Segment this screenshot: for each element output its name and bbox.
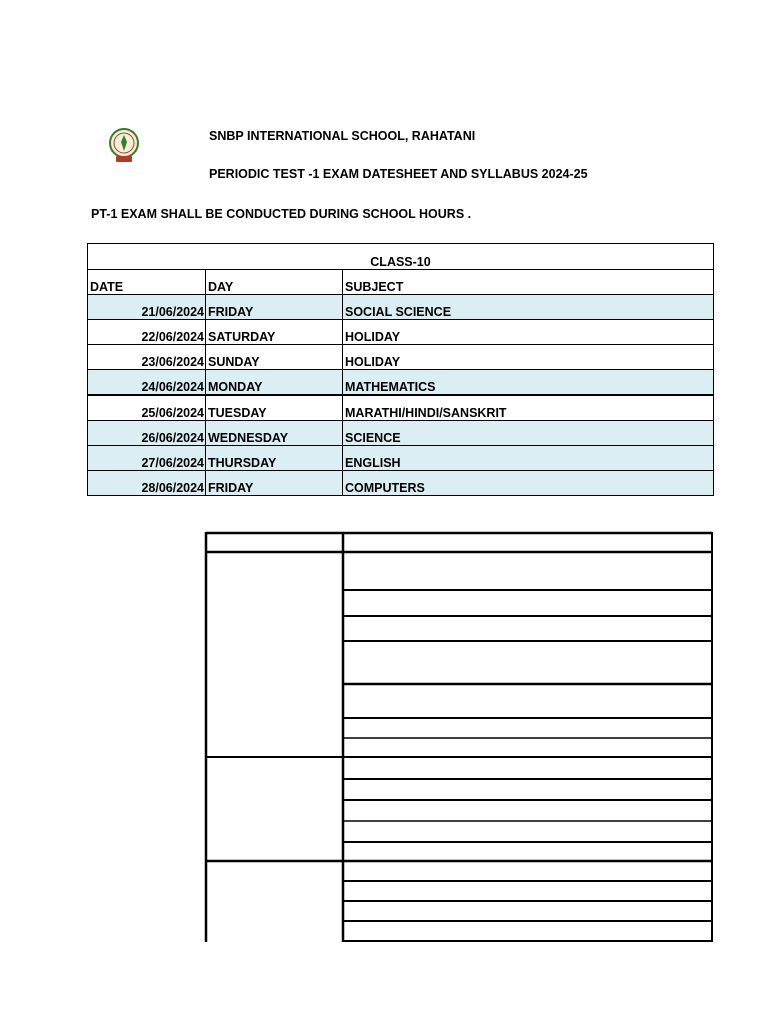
exam-notice: PT-1 EXAM SHALL BE CONDUCTED DURING SCHOOL HOURS . (91, 207, 472, 221)
row-day: SATURDAY (206, 320, 343, 345)
row-date: 22/06/2024 (88, 320, 206, 345)
row-date: 24/06/2024 (88, 370, 206, 396)
date-column-header: DATE (88, 270, 206, 295)
school-name: SNBP INTERNATIONAL SCHOOL, RAHATANI (209, 129, 476, 143)
row-date: 23/06/2024 (88, 345, 206, 370)
row-day: FRIDAY (206, 471, 343, 496)
row-date: 26/06/2024 (88, 421, 206, 446)
row-subject: COMPUTERS (343, 471, 714, 496)
row-date: 25/06/2024 (88, 395, 206, 421)
row-day: THURSDAY (206, 446, 343, 471)
row-date: 21/06/2024 (88, 295, 206, 320)
row-day: MONDAY (206, 370, 343, 396)
row-subject: MARATHI/HINDI/SANSKRIT (343, 395, 714, 421)
day-column-header: DAY (206, 270, 343, 295)
row-subject: HOLIDAY (343, 320, 714, 345)
row-day: WEDNESDAY (206, 421, 343, 446)
row-day: SUNDAY (206, 345, 343, 370)
row-day: TUESDAY (206, 395, 343, 421)
row-subject: SOCIAL SCIENCE (343, 295, 714, 320)
row-subject: ENGLISH (343, 446, 714, 471)
exam-title: PERIODIC TEST -1 EXAM DATESHEET AND SYLLABUS 2024-25 (209, 167, 588, 181)
class-label: CLASS-10 (88, 244, 714, 270)
subject-column-header: SUBJECT (343, 270, 714, 295)
row-subject: MATHEMATICS (343, 370, 714, 396)
row-date: 28/06/2024 (88, 471, 206, 496)
row-subject: HOLIDAY (343, 345, 714, 370)
row-day: FRIDAY (206, 295, 343, 320)
row-date: 27/06/2024 (88, 446, 206, 471)
row-subject: SCIENCE (343, 421, 714, 446)
